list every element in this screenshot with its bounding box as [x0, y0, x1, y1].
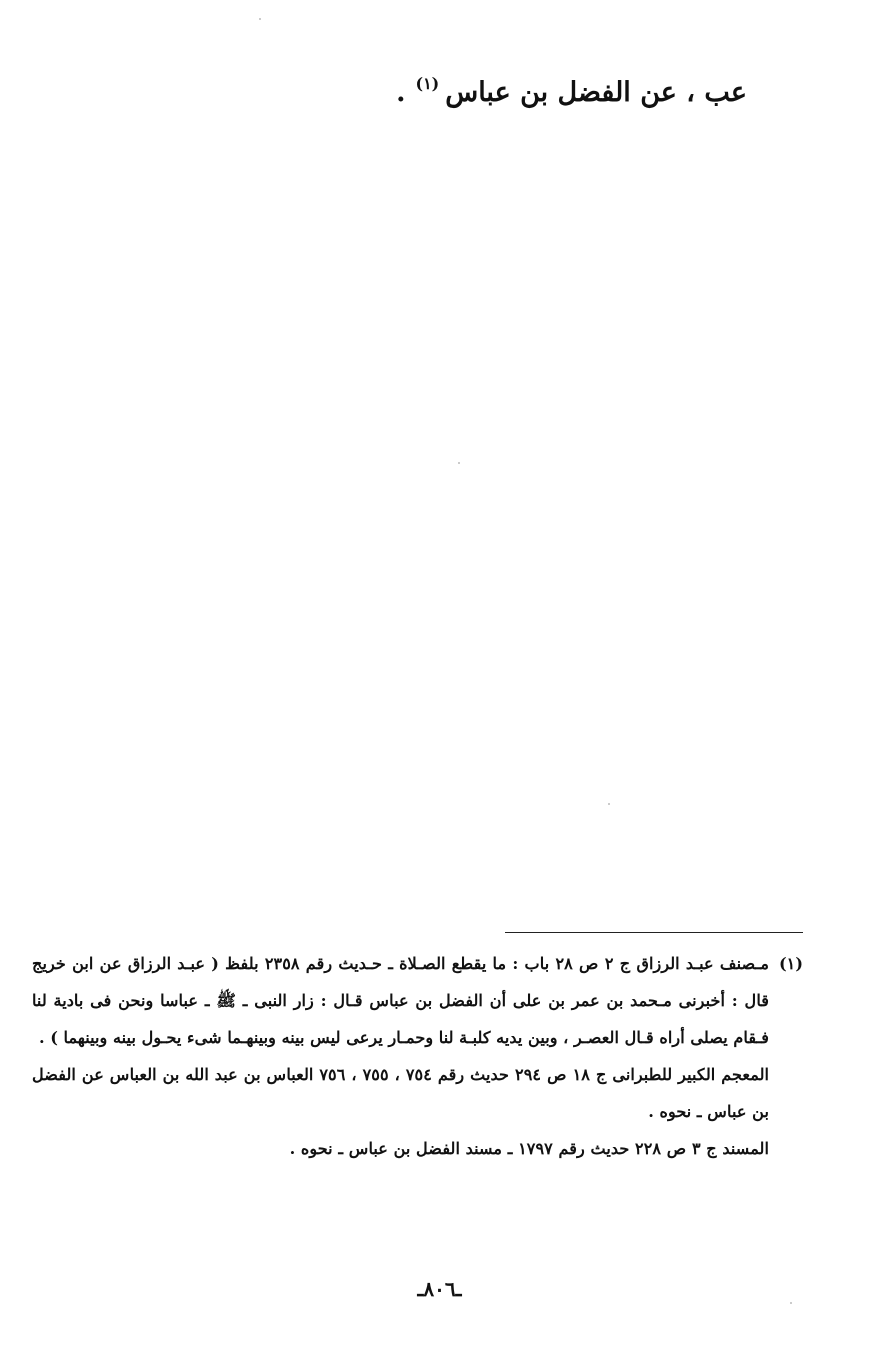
- page-number: ـ٨٠٦ـ: [417, 1277, 462, 1301]
- main-text-line: [396, 74, 747, 108]
- main-text-period: .: [396, 77, 406, 108]
- footnote-reference[interactable]: (١): [415, 74, 440, 93]
- scan-speck: [458, 462, 460, 464]
- scan-speck: [259, 18, 261, 20]
- footnote-1-source-tabarani: المعجم الكبير للطبرانى ج ١٨ ص ٢٩٤ حديث رقم ٧٥٤ ، ٧٥٥ ، ٧٥٦ العباس بن عبد الله بن العباس عن الفضل بن عباس ـ نحوه .: [32, 1065, 770, 1121]
- footnote-marker: (١): [778, 954, 803, 973]
- main-text-body: عب ، عن الفضل بن عباس: [445, 77, 747, 108]
- footnote-1: [32, 945, 803, 1056]
- scan-speck: [790, 1302, 792, 1304]
- scan-speck: [608, 803, 610, 805]
- footnotes-section: [32, 945, 803, 1167]
- footnote-1-text: مـصنف عبـد الرزاق ج ٢ ص ٢٨ باب : ما يقطع الصـلاة ـ حـديث رقم ٢٣٥٨ بلفظ ( عبـد الرزاق عن ابن خريج قال : أخبرنى مـحمد بن عمر بن على أن الفضل بن عباس قـال : زار النبى ـ ﷺ ـ عباسا ونحن فى بادية لنا فـقام يصلى أراه قـال العصـر ، وبين يديه كلبـة لنا وحمـار يرعى ليس بينه وبينهـما شىء يحـول بينه وبينهما ) .: [32, 954, 769, 1047]
- footnote-divider: [505, 932, 803, 933]
- footnote-1-source-musnad: المسند ج ٣ ص ٢٢٨ حديث رقم ١٧٩٧ ـ مسند الفضل بن عباس ـ نحوه .: [289, 1139, 769, 1158]
